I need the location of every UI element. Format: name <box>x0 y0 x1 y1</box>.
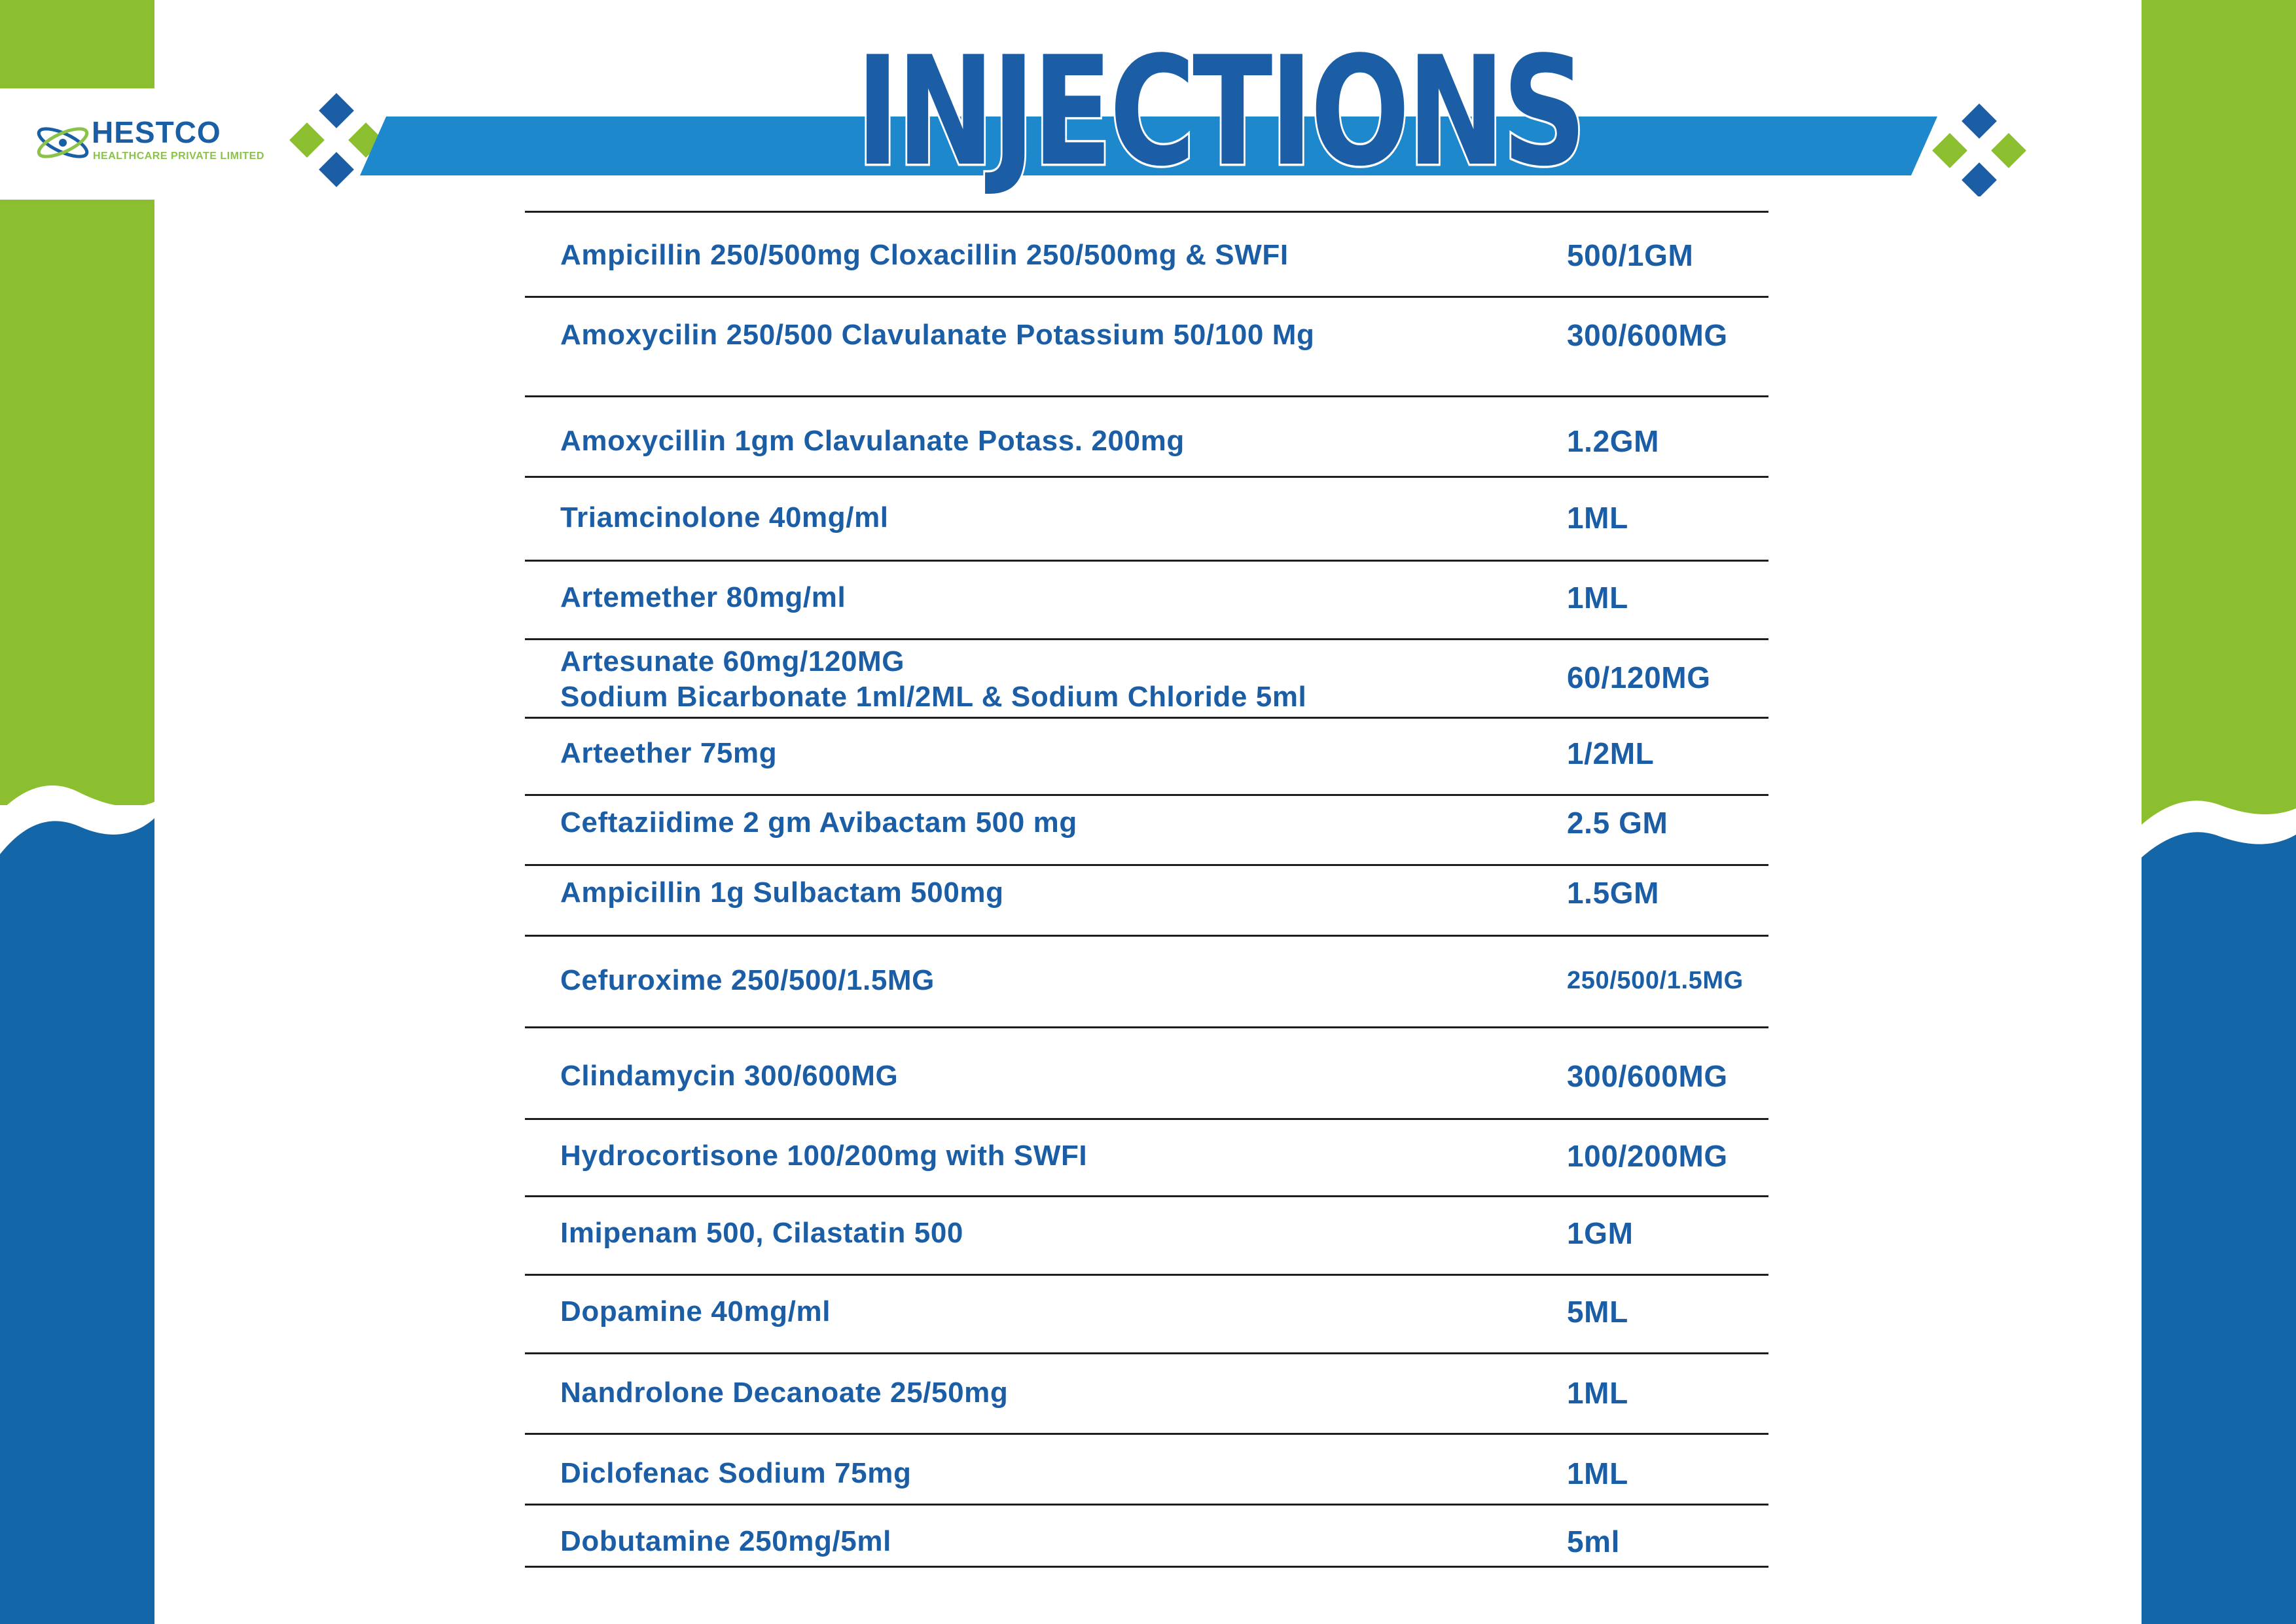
brand-name: HESTCO <box>92 115 221 149</box>
table-row <box>525 717 1768 794</box>
table-row <box>525 395 1768 476</box>
product-name-line: Diclofenac Sodium 75mg <box>560 1457 912 1489</box>
product-name <box>560 1294 1542 1329</box>
atom-icon <box>34 120 92 166</box>
product-name <box>560 805 1542 840</box>
product-pack-size: 1ML <box>1567 1456 1628 1490</box>
product-name <box>560 1524 1542 1559</box>
product-name <box>560 500 1542 535</box>
product-name-line: Arteether 75mg <box>560 737 778 769</box>
product-pack-size: 1.2GM <box>1567 424 1660 458</box>
product-name-line: Dobutamine 250mg/5ml <box>560 1525 891 1557</box>
product-name <box>560 1058 1542 1094</box>
product-name-line: Triamcinolone 40mg/ml <box>560 501 889 533</box>
product-pack-size: 60/120MG <box>1567 660 1711 695</box>
brand-logo <box>0 88 264 200</box>
table-row <box>525 794 1768 864</box>
product-name <box>560 317 1542 353</box>
product-name-line: Amoxycilin 250/500 Clavulanate Potassium 50/100 Mg <box>560 319 1315 351</box>
product-pack-size: 1/2ML <box>1567 736 1655 770</box>
product-pack-size: 1ML <box>1567 501 1628 535</box>
table-row <box>525 211 1768 296</box>
brand-subtitle: HEALTHCARE PRIVATE LIMITED <box>93 151 264 162</box>
product-pack-size: 1ML <box>1567 581 1628 615</box>
product-pack-size: 2.5 GM <box>1567 806 1668 840</box>
product-pack-size: 1ML <box>1567 1376 1628 1410</box>
product-name-line: Artesunate 60mg/120MG <box>560 645 905 677</box>
product-name-line: Ampicillin 1g Sulbactam 500mg <box>560 876 1004 909</box>
product-name <box>560 580 1542 615</box>
table-row <box>525 1352 1768 1433</box>
product-pack-size: 300/600MG <box>1567 1059 1728 1093</box>
left-side-band <box>0 0 154 1624</box>
product-name-line: Hydrocortisone 100/200mg with SWFI <box>560 1140 1088 1172</box>
table-row <box>525 1274 1768 1352</box>
product-name-line: Nandrolone Decanoate 25/50mg <box>560 1377 1009 1409</box>
table-row <box>525 1433 1768 1504</box>
product-name-line: Clindamycin 300/600MG <box>560 1060 899 1092</box>
product-pack-size: 250/500/1.5MG <box>1567 967 1744 994</box>
product-name-line: Dopamine 40mg/ml <box>560 1295 831 1327</box>
product-name-line-2: Sodium Bicarbonate 1ml/2ML & Sodium Chloride 5ml <box>560 681 1307 713</box>
product-pack-size: 300/600MG <box>1567 318 1728 352</box>
product-name-line: Amoxycillin 1gm Clavulanate Potass. 200mg <box>560 425 1185 457</box>
right-side-band <box>2142 0 2296 1624</box>
product-name <box>560 875 1542 911</box>
product-name <box>560 963 1542 998</box>
product-name-line: Imipenam 500, Cilastatin 500 <box>560 1217 963 1249</box>
table-row <box>525 1195 1768 1274</box>
product-name <box>560 1138 1542 1174</box>
product-name-line: Ceftaziidime 2 gm Avibactam 500 mg <box>560 806 1077 839</box>
product-pack-size: 500/1GM <box>1567 238 1694 272</box>
page-title: INJECTIONS <box>855 25 1584 200</box>
product-name <box>560 736 1542 771</box>
product-pack-size: 5ML <box>1567 1295 1628 1329</box>
product-name-line: Cefuroxime 250/500/1.5MG <box>560 964 935 996</box>
product-name <box>560 424 1542 459</box>
product-pack-size: 100/200MG <box>1567 1139 1728 1173</box>
table-row <box>525 1504 1768 1568</box>
product-name-line: Ampicillin 250/500mg Cloxacillin 250/500mg & SWFI <box>560 239 1289 271</box>
table-row <box>525 935 1768 1026</box>
product-name <box>560 1456 1542 1491</box>
product-name-line: Artemether 80mg/ml <box>560 581 846 613</box>
table-row <box>525 864 1768 935</box>
table-row <box>525 560 1768 638</box>
table-row <box>525 476 1768 560</box>
table-row <box>525 638 1768 717</box>
product-name <box>560 238 1542 273</box>
table-row <box>525 1026 1768 1118</box>
product-pack-size: 1GM <box>1567 1216 1634 1250</box>
product-pack-size: 5ml <box>1567 1525 1621 1559</box>
right-diamond-cluster <box>1932 103 2026 196</box>
product-pack-size: 1.5GM <box>1567 876 1660 910</box>
table-row <box>525 1118 1768 1195</box>
product-table <box>525 211 1768 1568</box>
product-name <box>560 644 1542 715</box>
product-name <box>560 1375 1542 1411</box>
product-name <box>560 1216 1542 1251</box>
table-row <box>525 296 1768 395</box>
